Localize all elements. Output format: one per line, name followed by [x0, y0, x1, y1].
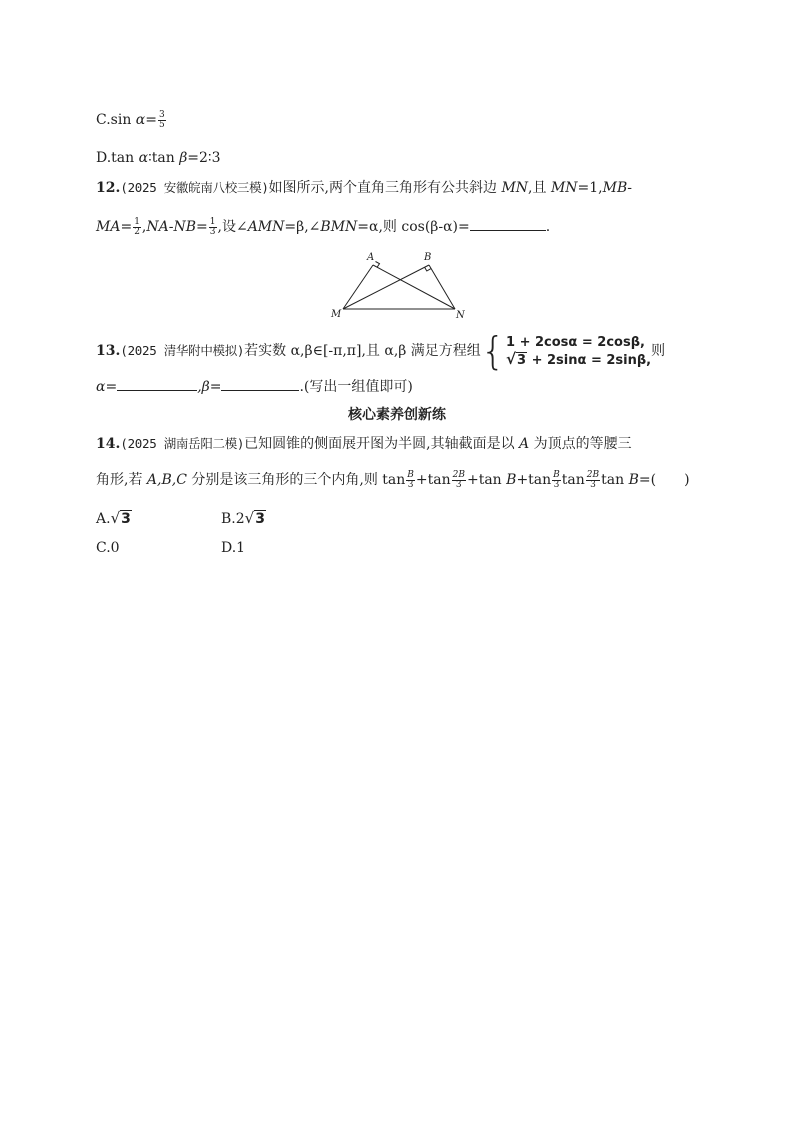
- q14-line1: 14.(2025 湖南岳阳二模)已知圆锥的侧面展开图为半圆,其轴截面是以 A 为顶点的等腰三: [96, 436, 632, 452]
- q12-line2: MA= $\frac{1}{2}$ ,NA-NB= $\frac{1}{3}$ ,设∠AMN=β,∠BMN=α,则 cos(β-α)= .: [96, 216, 551, 237]
- q14-option-a: A.√3: [96, 509, 131, 527]
- answer-blank: [470, 216, 546, 231]
- q13-line2: α= ,β= .(写出一组值即可): [96, 376, 413, 397]
- label-m: M: [331, 309, 342, 320]
- beta-blank: [221, 376, 299, 391]
- q14-option-d: D.1: [221, 540, 246, 556]
- right-angle-b: [425, 267, 431, 271]
- segment-ma: [343, 265, 373, 309]
- q14-option-c: C.0: [96, 540, 120, 556]
- equation-system: 1 + 2cosα = 2cosβ, √3 + 2sinα = 2sinβ,: [506, 334, 652, 368]
- triangle-figure: [325, 245, 465, 323]
- label-n: N: [456, 310, 465, 321]
- q13-line1: 13.(2025 清华附中模拟)若实数 α,β∈[-π,π],且 α,β 满足方程组{ 1 + 2cosα = 2cosβ, √3 + 2sinα = 2sinβ, 则: [96, 329, 666, 373]
- fraction-3-5: $\frac{3}{5}$: [159, 109, 165, 130]
- alpha-blank: [117, 376, 197, 391]
- label-b: B: [424, 252, 432, 263]
- q12-line1: 12.(2025 安徽皖南八校三模)如图所示,两个直角三角形有公共斜边 MN,且 MN=1,MB-: [96, 180, 632, 196]
- option-c: C.sin α= $\frac{3}{5}$: [96, 109, 165, 130]
- q14-line2: 角形,若 A,B,C 分别是该三角形的三个内角,则 tan $\frac{B}{3}$ +tan $\frac{2B}{3}$ +tan B+tan $\frac{B}{3}$ tan $\frac{2B}{3}$ tan B=( ): [96, 469, 690, 490]
- label-a: A: [367, 252, 375, 263]
- option-d: D.tan α∶tan β=2∶3: [96, 150, 221, 166]
- q14-option-b: B.2√3: [221, 509, 265, 527]
- section-heading: 核心素养创新练: [348, 407, 446, 423]
